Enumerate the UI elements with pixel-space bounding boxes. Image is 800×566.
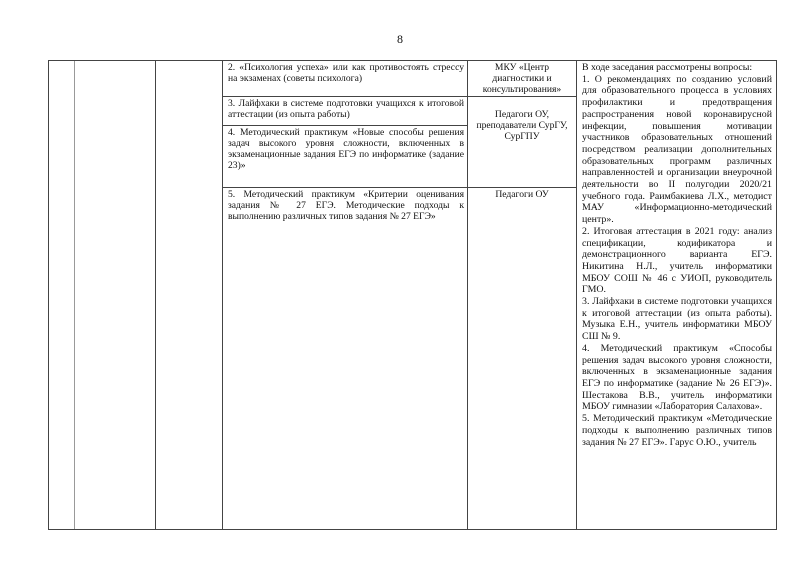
topic-cell: 2. «Психология успеха» или как противостоять стрессу на экзаменах (советы психолога)	[228, 62, 464, 84]
participants-cell: Педагоги ОУ, преподаватели СурГУ, СурГПУ	[476, 109, 568, 142]
results-cell	[582, 62, 772, 448]
table-border-bottom	[48, 529, 777, 530]
row-divider	[222, 125, 467, 126]
topic-cell: 4. Методический практикум «Новые способы решения задач высокого уровня сложности, включенных в экзаменационные задания ЕГЭ по информатике (задание 23)»	[228, 127, 464, 171]
results-item: 2. Итоговая аттестация в 2021 году: анализ спецификации, кодификатора и демонстрационного варианта ЕГЭ. Никитина Н.Л., учитель информатики МБОУ СОШ № 46 с УИОП, руководитель ГМО.	[582, 225, 772, 296]
column-divider	[74, 60, 75, 530]
results-intro: В ходе заседания рассмотрены вопросы:	[582, 62, 753, 73]
results-item: 5. Методический практикум «Методические подходы к выполнению различных типов задания № 27 ЕГЭ». Гарус О.Ю., учитель	[582, 413, 772, 448]
results-item: 4. Методический практикум «Способы решения задач высокого уровня сложности, включенных в экзаменационные задания ЕГЭ по информатике (задание № 26 ЕГЭ)». Шестакова В.В., учитель информатики МБОУ гимназии «Лаборатория Салахова».	[582, 342, 772, 413]
results-item: 1. О рекомендациях по созданию условий для образовательного процесса в условиях профилактики и предотвращения распространения новой коронавирусной инфекции, повышения мотивации участников образовательных отношений посредством реализации дополнительных образовательных программ различных направленностей и организации внеурочной деятельности во II полугодии 2020/21 учебного года. Раимбакиева Л.Х., методист МАУ «Информационно-методический центр».	[582, 73, 772, 226]
table-border-top	[48, 60, 777, 61]
column-divider	[222, 60, 223, 530]
page-number: 8	[397, 32, 403, 46]
table-border-left	[48, 60, 49, 530]
row-divider	[222, 96, 576, 97]
column-divider	[155, 60, 156, 530]
topic-cell: 3. Лайфхаки в системе подготовки учащихся к итоговой аттестации (из опыта работы)	[228, 98, 464, 120]
participants-cell: МКУ «Центр диагностики и консультирования»	[482, 62, 562, 95]
results-item: 3. Лайфхаки в системе подготовки учащихся к итоговой аттестации (из опыта работы). Музыка Е.Н., учитель информатики МБОУ СШ № 9.	[582, 296, 772, 343]
table-border-right	[776, 60, 777, 530]
topic-cell: 5. Методический практикум «Критерии оценивания задания № 27 ЕГЭ. Методические подходы к выполнению различных типов задания № 27 ЕГЭ»	[228, 189, 464, 222]
row-divider	[222, 187, 576, 188]
column-divider	[576, 60, 577, 530]
participants-cell: Педагоги ОУ	[495, 189, 549, 200]
column-divider	[467, 60, 468, 530]
